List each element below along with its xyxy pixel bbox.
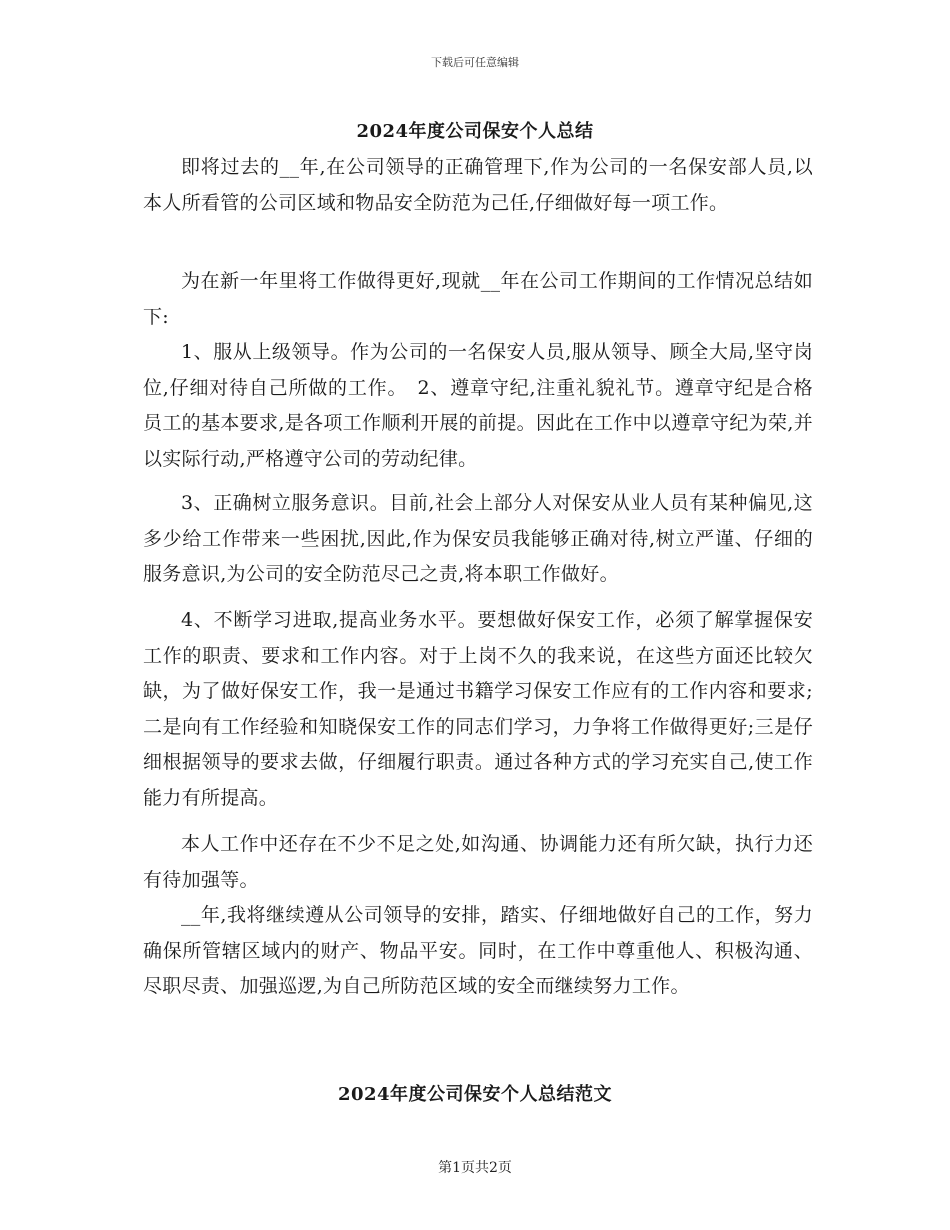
paragraph-intro: 即将过去的__年,在公司领导的正确管理下,作为公司的一名保安部人员,以本人所看管的公司区域和物品安全防范为己任,仔细做好每一项工作。 [143, 156, 813, 214]
paragraph-items-1-2: 1、服从上级领导。作为公司的一名保安人员,服从领导、顾全大局,坚守岗位,仔细对待自己所做的工作。 2、遵章守纪,注重礼貌礼节。遵章守纪是合格员工的基本要求,是各项工作顺利开展的前提。因此在工作中以遵章守纪为荣,并以实际行动,严格遵守公司的劳动纪律。 [143, 341, 813, 470]
paragraph-item-4: 4、不断学习进取,提高业务水平。要想做好保安工作，必须了解掌握保安工作的职责、要求和工作内容。对于上岗不久的我来说，在这些方面还比较欠缺，为了做好保安工作，我一是通过书籍学习保安工作应有的工作内容和要求;二是向有工作经验和知晓保安工作的同志们学习，力争将工作做得更好;三是仔细根据领导的要求去做，仔细履行职责。通过各种方式的学习充实自己,使工作能力有所提高。 [143, 609, 813, 809]
paragraph-next-year: __年,我将继续遵从公司领导的安排，踏实、仔细地做好自己的工作，努力确保所管辖区域内的财产、物品平安。同时，在工作中尊重他人、积极沟通、尽职尽责、加强巡逻,为自己所防范区域的安全而继续努力工作。 [143, 904, 813, 997]
header-note: 下载后可任意编辑 [431, 56, 519, 69]
paragraph-shortcomings: 本人工作中还存在不少不足之处,如沟通、协调能力还有所欠缺，执行力还有待加强等。 [143, 833, 813, 891]
document-title: 2024年度公司保安个人总结 [356, 121, 594, 142]
second-document-title: 2024年度公司保安个人总结范文 [337, 1084, 613, 1105]
paragraph-item-3: 3、正确树立服务意识。目前,社会上部分人对保安从业人员有某种偏见,这多少给工作带来一些困扰,因此,作为保安员我能够正确对待,树立严谨、仔细的服务意识,为公司的安全防范尽己之责,将本职工作做好。 [143, 492, 813, 585]
paragraph-summary-lead: 为在新一年里将工作做得更好,现就__年在公司工作期间的工作情况总结如下: [143, 270, 813, 328]
page-footer: 第1页共2页 [438, 1160, 512, 1176]
